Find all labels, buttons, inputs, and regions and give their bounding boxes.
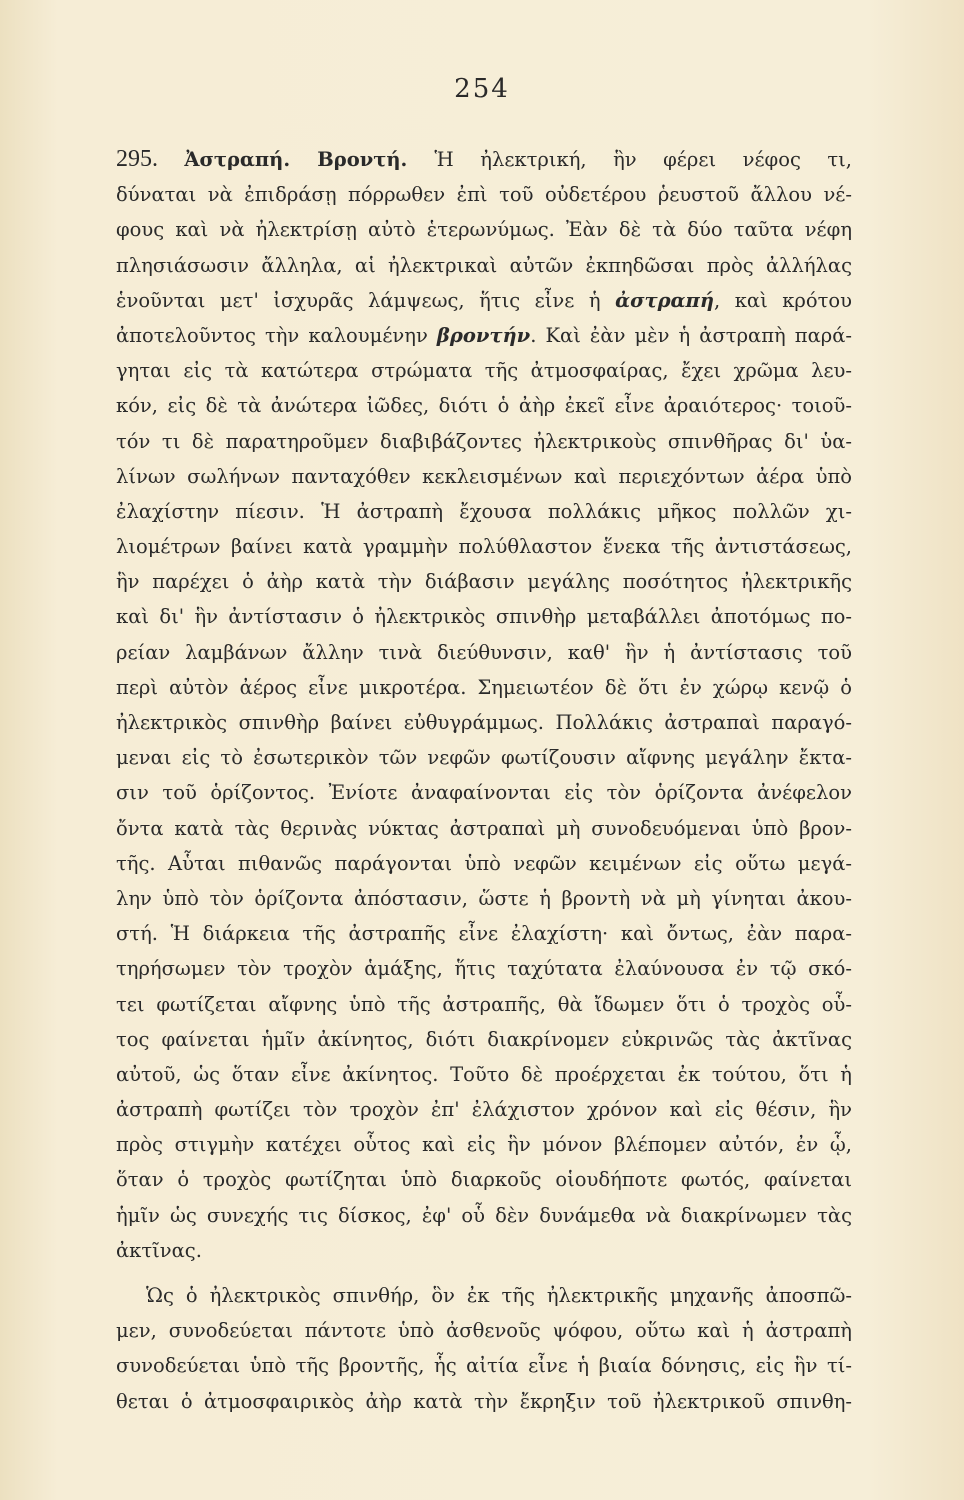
emphasized-term: ἀστραπή (615, 288, 715, 312)
text-line: ἣν παρέχει ὁ ἀὴρ κατὰ τὴν διάβασιν μεγάλης ποσότητος ἠλεκτρικῆς (116, 570, 852, 594)
text-line: φους καὶ νὰ ἠλεκτρίσῃ αὐτὸ ἑτερωνύμως. Ἐὰν δὲ τὰ δύο ταῦτα νέφη (116, 218, 852, 242)
text-line: σιν τοῦ ὁρίζοντος. Ἐνίοτε ἀναφαίνονται εἰς τὸν ὁρίζοντα ἀνέφελον (116, 781, 852, 805)
text-line: περὶ αὐτὸν ἀέρος εἶνε μικροτέρα. Σημειωτέον δὲ ὅτι ἐν χώρῳ κενῷ ὁ (116, 675, 852, 699)
text-run: Ἡ ἠλεκτρική, ἣν φέρει νέφος τι, (434, 148, 852, 171)
text-line: ἐλαχίστην πίεσιν. Ἡ ἀστραπὴ ἔχουσα πολλάκις μῆκος πολλῶν χι- (116, 499, 852, 523)
emphasized-term: βροντήν (436, 323, 531, 347)
text-line: συνοδεύεται ὑπὸ τῆς βροντῆς, ἧς αἰτία εἶνε ἡ βιαία δόνησις, εἰς ἣν τί- (116, 1354, 852, 1378)
text-line: τηρήσωμεν τὸν τροχὸν ἁμάξης, ἥτις ταχύτατα ἐλαύνουσα ἐν τῷ σκό- (116, 957, 852, 981)
text-line: ἀκτῖνας. (116, 1238, 202, 1262)
text-line: στή. Ἡ διάρκεια τῆς ἀστραπῆς εἶνε ἐλαχίστη· καὶ ὄντως, ἐὰν παρα- (116, 922, 852, 946)
text-line: αὐτοῦ, ὡς ὅταν εἶνε ἀκίνητος. Τοῦτο δὲ προέρχεται ἐκ τούτου, ὅτι ἡ (116, 1062, 852, 1086)
text-line: λιομέτρων βαίνει κατὰ γραμμὴν πολύθλαστον ἕνεκα τῆς ἀντιστάσεως, (116, 535, 852, 559)
text-line (116, 318, 852, 353)
text-line: λην ὑπὸ τὸν ὁρίζοντα ἀπόστασιν, ὥστε ἡ βροντὴ νὰ μὴ γίνηται ἀκου- (116, 886, 852, 910)
text-line: Ὡς ὁ ἠλεκτρικὸς σπινθήρ, ὃν ἐκ τῆς ἠλεκτρικῆς μηχανῆς ἀποσπῶ- (146, 1284, 852, 1307)
text-run: ἑνοῦνται μετ' ἰσχυρᾶς λάμψεως, ἥτις εἶνε ἡ (116, 288, 616, 312)
text-line: ὄντα κατὰ τὰς θερινὰς νύκτας ἀστραπαὶ μὴ συνοδευόμεναι ὑπὸ βρον- (116, 816, 852, 840)
text-line: ἡμῖν ὡς συνεχής τις δίσκος, ἐφ' οὗ δὲν δυνάμεθα νὰ διακρίνωμεν τὰς (116, 1203, 852, 1227)
page-number: 254 (454, 74, 510, 104)
text-run: , καὶ κρότου (714, 288, 852, 312)
section-number: 295. (116, 146, 185, 172)
text-line: τόν τι δὲ παρατηροῦμεν διαβιβάζοντες ἠλεκτρικοὺς σπινθῆρας δι' ὑα- (116, 429, 852, 453)
text-line: ἠλεκτρικὸς σπινθὴρ βαίνει εὐθυγράμμως. Πολλάκις ἀστραπαὶ παραγό- (116, 711, 852, 734)
text-line: κόν, εἰς δὲ τὰ ἀνώτερα ἰῶδες, διότι ὁ ἀὴρ ἐκεῖ εἶνε ἀραιότερος· τοιοῦ- (116, 394, 852, 418)
text-run: ἀποτελοῦντος τὴν καλουμένην (116, 323, 437, 347)
text-line: τει φωτίζεται αἴφνης ὑπὸ τῆς ἀστραπῆς, θὰ ἴδωμεν ὅτι ὁ τροχὸς οὗ- (116, 992, 852, 1016)
text-line: ρείαν λαμβάνων ἄλλην τινὰ διεύθυνσιν, καθ' ἣν ἡ ἀντίστασις τοῦ (116, 640, 852, 664)
text-line: δύναται νὰ ἐπιδράσῃ πόρρωθεν ἐπὶ τοῦ οὐδετέρου ῥευστοῦ ἄλλου νέ- (116, 183, 852, 207)
text-line: μεναι εἰς τὸ ἐσωτερικὸν τῶν νεφῶν φωτίζουσιν αἴφνης μεγάλην ἔκτα- (116, 746, 852, 770)
text-run: . Καὶ ἐὰν μὲν ἡ ἀστραπὴ παρά- (530, 323, 852, 347)
text-line: πλησιάσωσιν ἄλληλα, αἱ ἠλεκτρικαὶ αὐτῶν ἐκπηδῶσαι πρὸς ἀλλήλας (116, 253, 852, 277)
text-line: καὶ δι' ἣν ἀντίστασιν ὁ ἠλεκτρικὸς σπινθὴρ μεταβάλλει ἀποτόμως πο- (116, 605, 852, 629)
text-line: λίνων σωλήνων πανταχόθεν κεκλεισμένων καὶ περιεχόντων ἀέρα ὑπὸ (116, 464, 852, 488)
section-title: Ἀστραπή. Βροντή. (184, 148, 435, 171)
text-line: τῆς. Αὗται πιθανῶς παράγονται ὑπὸ νεφῶν κειμένων εἰς οὕτω μεγά- (116, 851, 852, 875)
body-text (116, 142, 852, 1419)
text-line (116, 142, 852, 177)
text-line: μεν, συνοδεύεται πάντοτε ὑπὸ ἀσθενοῦς ψόφου, οὕτω καὶ ἡ ἀστραπὴ (116, 1319, 852, 1343)
text-line: ὅταν ὁ τροχὸς φωτίζηται ὑπὸ διαρκοῦς οἱουδήποτε φωτός, φαίνεται (116, 1168, 852, 1192)
text-line: θεται ὁ ἀτμοσφαιρικὸς ἀὴρ κατὰ τὴν ἔκρηξιν τοῦ ἠλεκτρικοῦ σπινθη- (116, 1389, 852, 1413)
paragraph-2 (116, 1278, 852, 1419)
text-line: γηται εἰς τὰ κατώτερα στρώματα τῆς ἀτμοσφαίρας, ἔχει χρῶμα λευ- (116, 359, 852, 383)
text-line: πρὸς στιγμὴν κατέχει οὗτος καὶ εἰς ἣν μόνον βλέπομεν αὐτόν, ἐν ᾧ, (116, 1133, 852, 1157)
text-line: ἀστραπὴ φωτίζει τὸν τροχὸν ἐπ' ἐλάχιστον χρόνον καὶ εἰς θέσιν, ἣν (116, 1098, 852, 1122)
text-line (116, 283, 852, 318)
paragraph-1 (116, 142, 852, 1268)
text-line: τος φαίνεται ἡμῖν ἀκίνητος, διότι διακρίνομεν εὐκρινῶς τὰς ἀκτῖνας (116, 1027, 852, 1051)
